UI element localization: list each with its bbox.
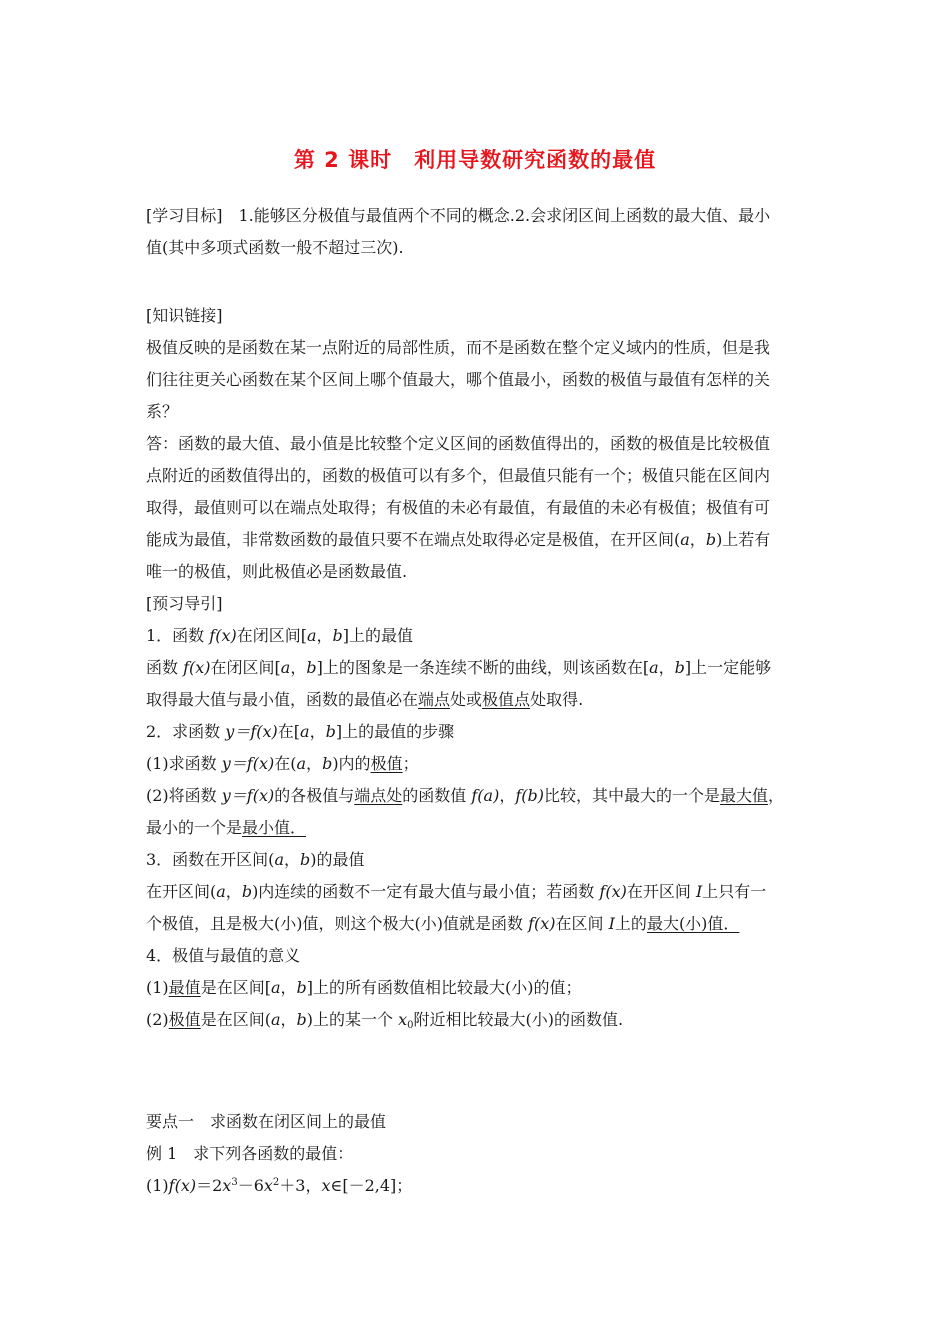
section-1-line-1: 函数 f(x)在闭区间[a，b]上的图象是一条连续不断的曲线，则该函数在[a，b]上一定能够 [146, 658, 772, 677]
blank-extremum-local: 极值 [168, 1010, 201, 1029]
knowledge-answer-2: 点附近的函数值得出的，函数的极值可以有多个，但最值只能有一个；极值只能在区间内 [146, 466, 771, 485]
objectives-line-1: [学习目标] 1.能够区分极值与最值两个不同的概念.2.会求闭区间上函数的最大值、最小 [146, 206, 771, 225]
blank-max-min-value: 最大(小)值． [646, 914, 740, 933]
blank-minimum: 最小值． [242, 818, 307, 837]
section-1-line-2: 取得最大值与最小值，函数的最值必在端点处或极值点处取得. [146, 690, 584, 709]
knowledge-question-3: 系？ [146, 402, 179, 421]
section-4-title: 4．极值与最值的意义 [146, 946, 301, 965]
preview-header: [预习导引] [146, 594, 223, 613]
section-3-title: 3．函数在开区间(a，b)的最值 [146, 850, 365, 869]
knowledge-answer-1: 答：函数的最大值、最小值是比较整个定义区间的函数值得出的，函数的极值是比较极值 [146, 434, 771, 453]
blank-maximum: 最大值 [720, 786, 769, 805]
section-2-line-2: (2)将函数 y＝f(x)的各极值与端点处的函数值 f(a)，f(b)比较，其中最大的一个是最大值， [146, 786, 785, 805]
page-title: 第 2 课时 利用导数研究函数的最值 [293, 148, 657, 172]
section-3-line-1: 在开区间(a，b)内连续的函数不一定有最大值与最小值；若函数 f(x)在开区间 I上只有一 [146, 882, 767, 901]
example-1-prompt: 例 1 求下列各函数的最值： [146, 1144, 354, 1163]
knowledge-header: [知识链接] [146, 306, 223, 325]
section-2-title: 2．求函数 y＝f(x)在[a，b]上的最值的步骤 [146, 722, 455, 741]
section-2-line-1: (1)求函数 y＝f(x)在(a，b)内的极值； [146, 754, 419, 773]
knowledge-answer-4: 能成为最值，非常数函数的最值只要不在端点处取得必定是极值，在开区间(a，b)上若有 [146, 530, 771, 549]
blank-extremum-global: 最值 [168, 978, 201, 997]
section-1-title: 1．函数 f(x)在闭区间[a，b]上的最值 [146, 626, 414, 645]
objectives-line-2: 值(其中多项式函数一般不超过三次). [146, 238, 404, 257]
section-3-line-2: 个极值，且是极大(小)值，则这个极大(小)值就是函数 f(x)在区间 I上的最大(小)值． [146, 914, 740, 933]
example-1-item-1: $(1)f(x)=2x^3-6x^2+3$，x∈[－2,4]； [146, 1176, 413, 1195]
knowledge-answer-5: 唯一的极值，则此极值必是函数最值. [146, 562, 408, 581]
keypoint-header: 要点一 求函数在闭区间上的最值 [146, 1112, 387, 1131]
knowledge-question-1: 极值反映的是函数在某一点附近的局部性质，而不是函数在整个定义域内的性质，但是我 [146, 338, 771, 357]
blank-extreme-value: 极值 [370, 754, 403, 773]
knowledge-answer-3: 取得，最值则可以在端点处取得；有极值的未必有最值，有最值的未必有极值；极值有可 [146, 498, 771, 517]
section-2-line-3: 最小的一个是最小值． [146, 818, 307, 837]
section-4-line-1: (1)最值是在区间[a，b]上的所有函数值相比较最大(小)的值； [146, 978, 582, 997]
blank-endpoint: 端点 [418, 690, 451, 709]
knowledge-question-2: 们往往更关心函数在某个区间上哪个值最大，哪个值最小，函数的极值与最值有怎样的关 [146, 370, 771, 389]
section-4-line-2: (2)极值是在区间(a，b)上的某一个 $x_0$附近相比较最大(小)的函数值. [146, 1010, 624, 1031]
blank-extreme-point: 极值点 [482, 690, 531, 709]
blank-at-endpoints: 端点处 [354, 786, 403, 805]
